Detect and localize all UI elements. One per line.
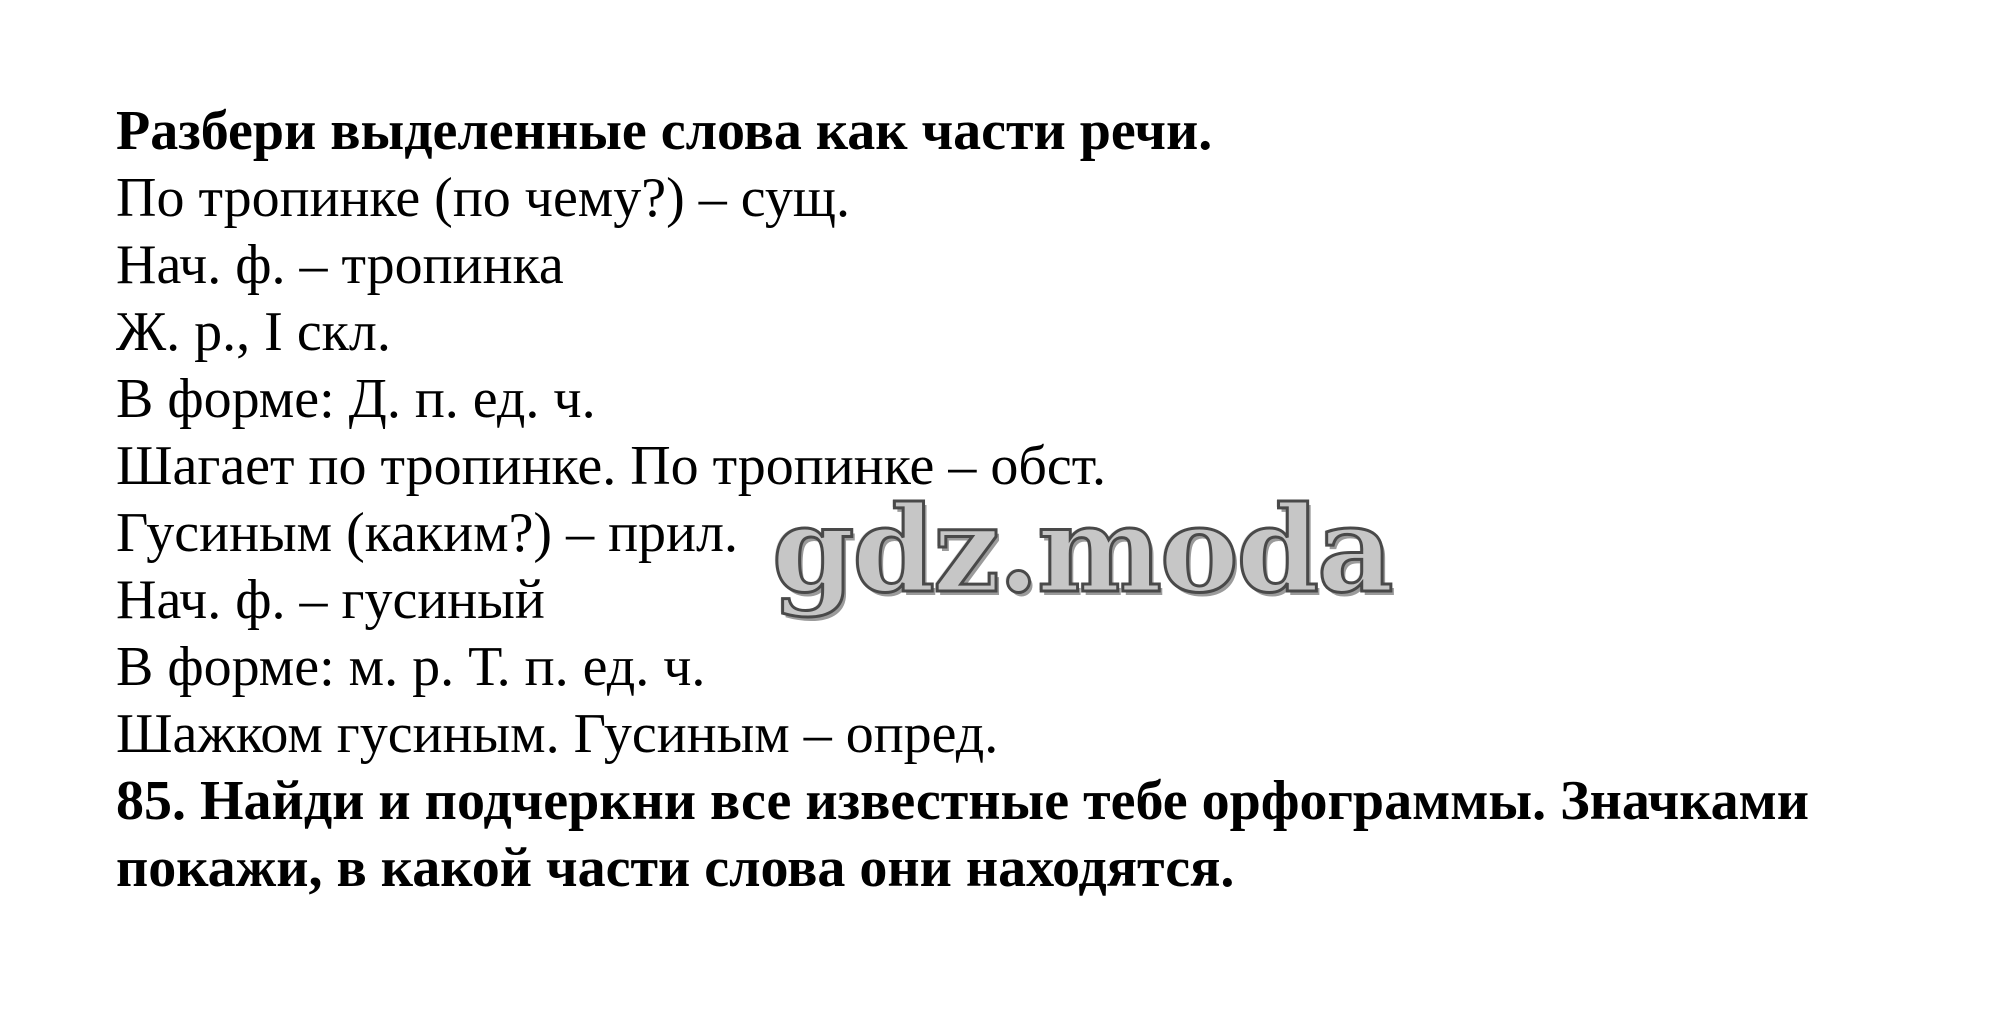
text-line: Нач. ф. – тропинка — [116, 234, 564, 296]
task-heading: Разбери выделенные слова как части речи. — [116, 100, 1213, 162]
text-line: Шажком гусиным. Гусиным – опред. — [116, 703, 999, 765]
text-line: В форме: Д. п. ед. ч. — [116, 368, 596, 430]
text-line: Ж. р., I скл. — [116, 301, 391, 363]
exercise-heading: 85. Найди и подчеркни все известные тебе орфограммы. Значками — [116, 770, 1810, 832]
text-line: По тропинке (по чему?) – сущ. — [116, 167, 850, 229]
text-line: Шагает по тропинке. По тропинке – обст. — [116, 435, 1106, 497]
text-line: Гусиным (каким?) – прил. — [116, 502, 738, 564]
text-line: Нач. ф. – гусиный — [116, 569, 545, 631]
watermark-logo: gdz.moda — [772, 480, 1392, 619]
text-line: В форме: м. р. Т. п. ед. ч. — [116, 636, 706, 698]
exercise-heading-continued: покажи, в какой части слова они находятся. — [116, 837, 1235, 899]
